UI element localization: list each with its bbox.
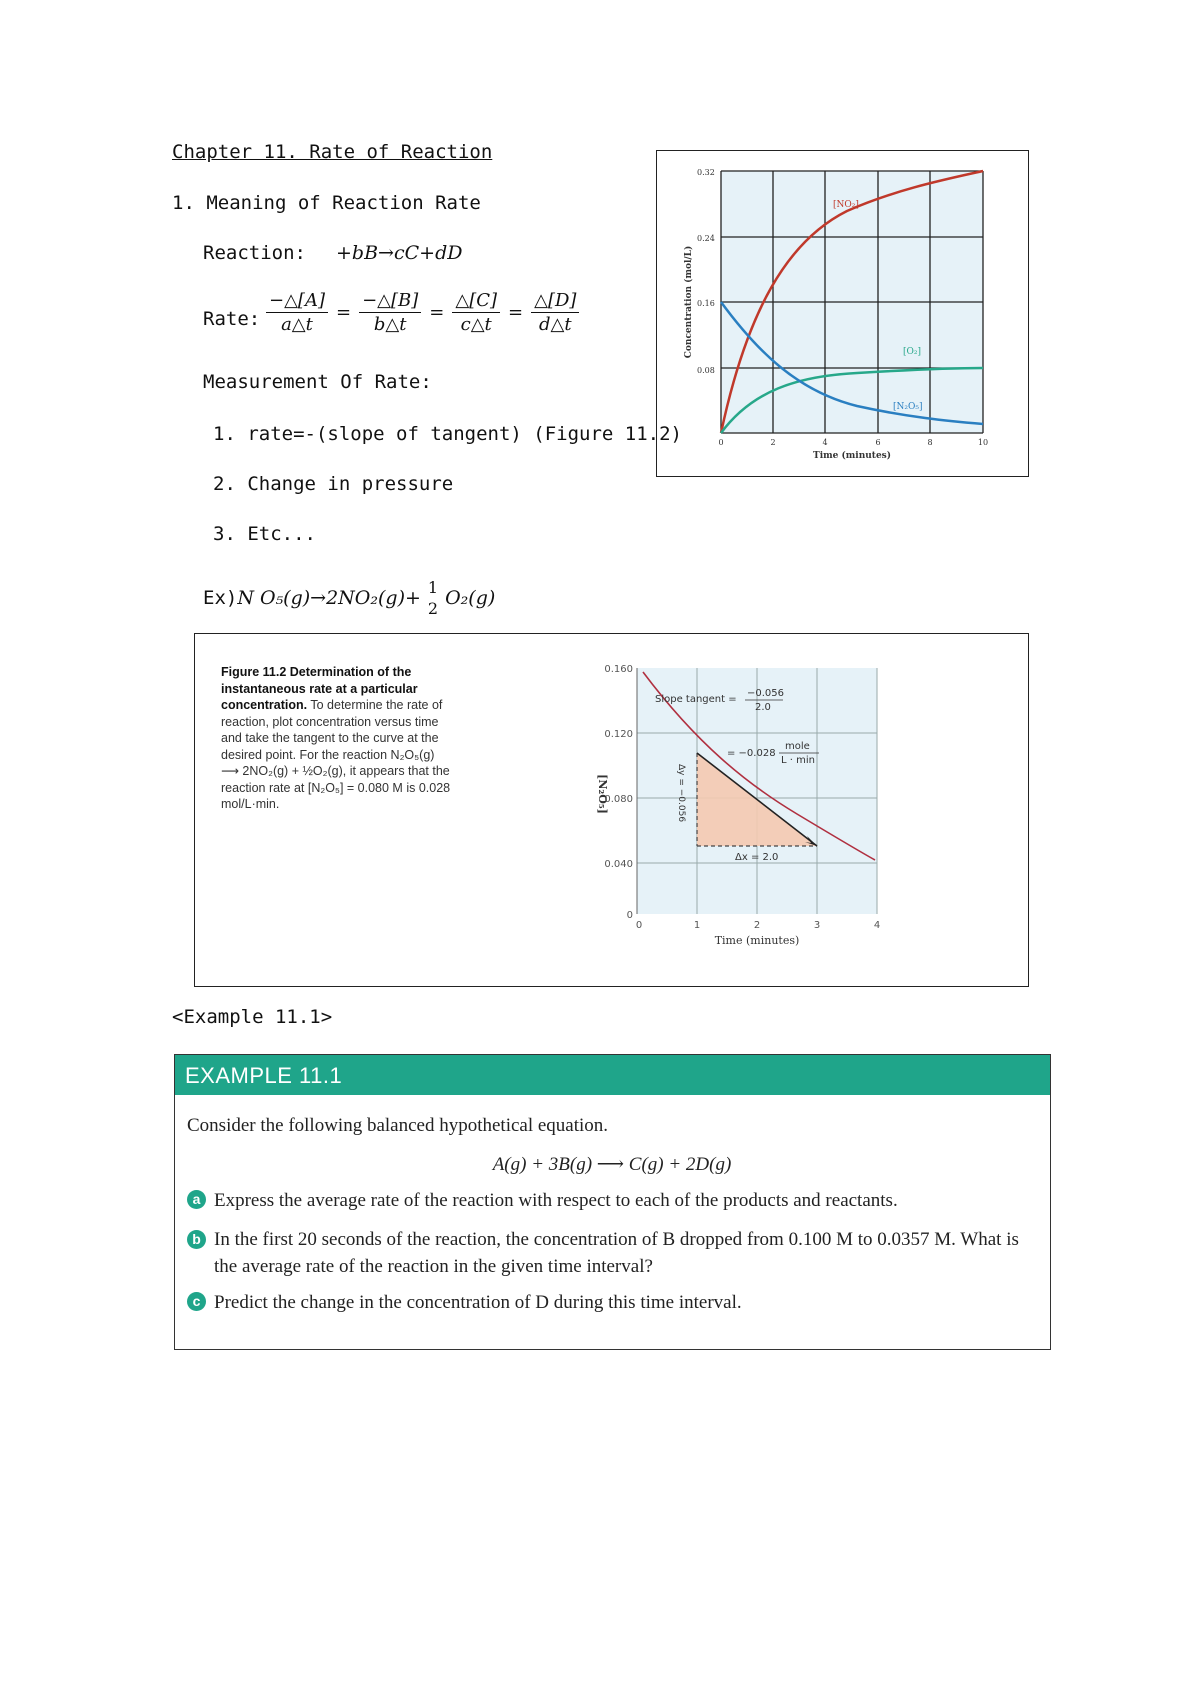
section-title: 1. Meaning of Reaction Rate [172,192,481,214]
y-ticks [697,168,715,375]
rate-unit-num: mole [785,741,810,752]
example-equation-line: A(g) + 3B(g) ⟶ C(g) + 2D(g) [492,1154,732,1175]
x-tick: 6 [875,438,881,447]
ex-left: N O₅(g)→2NO₂(g)+ [237,587,421,609]
figure-caption-body: To determine the rate of reaction, plot concentration versus time and take the tangent to the curve at the desired point. For the reaction N₂O₅(g) ⟶ 2NO₂(g) + ½O₂(g), it appears that the reaction rate at [N₂O₅] = 0.080 M is 0.028 mol/L·min. [221,698,451,811]
part-c-text: Predict the change in the concentration of D during this time interval. [214,1292,742,1313]
rate-term-b: $\frac{-\triangle[B]}{b\triangle t}$ [359,290,421,335]
y-tick: 0.32 [697,168,715,177]
reaction-equation: +bB→cC+dD [336,242,463,264]
n2o5-label: [N₂O₅] [893,402,923,412]
equals-sign: = [508,302,524,323]
rate-term-d: $\frac{\triangle[D]}{d\triangle t}$ [531,290,579,335]
example-reference: <Example 11.1> [172,1006,333,1028]
y-tick: 0.040 [604,859,633,870]
example-part-c [187,1292,1037,1314]
equals-sign: = [335,302,352,323]
y-tick: 0.120 [604,729,633,740]
dy-label: Δy = −0.056 [676,764,686,823]
rate-label: Rate: [203,308,261,330]
example-part-b [187,1226,1037,1280]
slope-den: 2.0 [755,702,771,713]
y-tick: 0 [626,910,633,921]
badge-b-icon: b [187,1230,206,1249]
measurement-item-3: 3. Etc... [213,523,316,545]
y-tick: 0.08 [697,366,715,375]
figure-11-2 [194,633,1029,987]
x-tick: 0 [635,920,643,931]
x-tick: 0 [718,438,724,447]
chapter-title: Chapter 11. Rate of Reaction [172,141,493,163]
example-part-a [187,1190,1037,1212]
ex-prefix: Ex) [203,587,238,609]
figure-caption-title: Figure 11.2 Determination of the instantaneous rate at a particular concentration. [221,665,418,712]
example-box [174,1054,1051,1350]
x-tick: 4 [873,920,881,931]
concentration-figure [656,150,1029,477]
slope-label: Slope tangent = [655,694,737,705]
badge-c-icon: c [187,1292,206,1311]
rate-term-c: $\frac{\triangle[C]}{c\triangle t}$ [452,290,500,335]
o2-label: [O₂] [903,347,922,357]
x-tick: 4 [822,438,828,447]
x-axis-label: Time (minutes) [714,934,800,947]
x-ticks [718,438,988,447]
reaction-label: Reaction: [203,242,306,264]
example-header: EXAMPLE 11.1 [175,1055,1050,1095]
x-axis-label: Time (minutes) [813,451,891,461]
slope-num: −0.056 [747,688,785,699]
y-tick: 0.080 [604,794,633,805]
measurement-label: Measurement Of Rate: [203,371,432,393]
x-tick: 10 [977,438,989,447]
ex-right: O₂(g) [445,587,496,609]
rate-value: = −0.028 [727,748,776,759]
x-tick: 1 [693,920,701,931]
badge-a-icon: a [187,1190,206,1209]
concentration-chart [657,151,1027,475]
x-tick: 2 [753,920,761,931]
y-axis-label: [N₂O₅] [596,774,609,814]
example-body [187,1115,1037,1314]
x-ticks [636,920,880,931]
x-tick: 8 [927,438,933,447]
rate-unit-den: L · min [781,755,815,766]
y-axis-label: Concentration (mol/L) [684,245,694,359]
no2-label: [NO₂] [833,200,859,210]
y-tick: 0.16 [697,299,715,308]
measurement-item-1: 1. rate=-(slope of tangent) (Figure 11.2) [213,423,682,445]
half-fraction: 1 2 [427,578,439,618]
figure-caption [221,664,453,813]
dx-label: Δx = 2.0 [735,852,779,863]
part-b-text: In the first 20 seconds of the reaction, the concentration of B dropped from 0.100 M to 0.0357 M. What is the average rate of the reaction in the given time interval? [214,1229,1019,1277]
rate-expression [266,290,579,335]
example-equation [203,578,495,618]
rate-term-a: $\frac{-\triangle[A]}{a\triangle t}$ [266,290,328,335]
x-tick: 3 [813,920,821,931]
y-tick: 0.24 [697,234,715,243]
example-intro: Consider the following balanced hypothetical equation. [187,1115,609,1136]
measurement-item-2: 2. Change in pressure [213,473,454,495]
y-tick: 0.160 [604,664,633,675]
x-tick: 2 [770,438,776,447]
equals-sign: = [429,302,445,323]
part-a-text: Express the average rate of the reaction with respect to each of the products and reactants. [214,1190,898,1211]
tangent-chart [596,654,907,954]
